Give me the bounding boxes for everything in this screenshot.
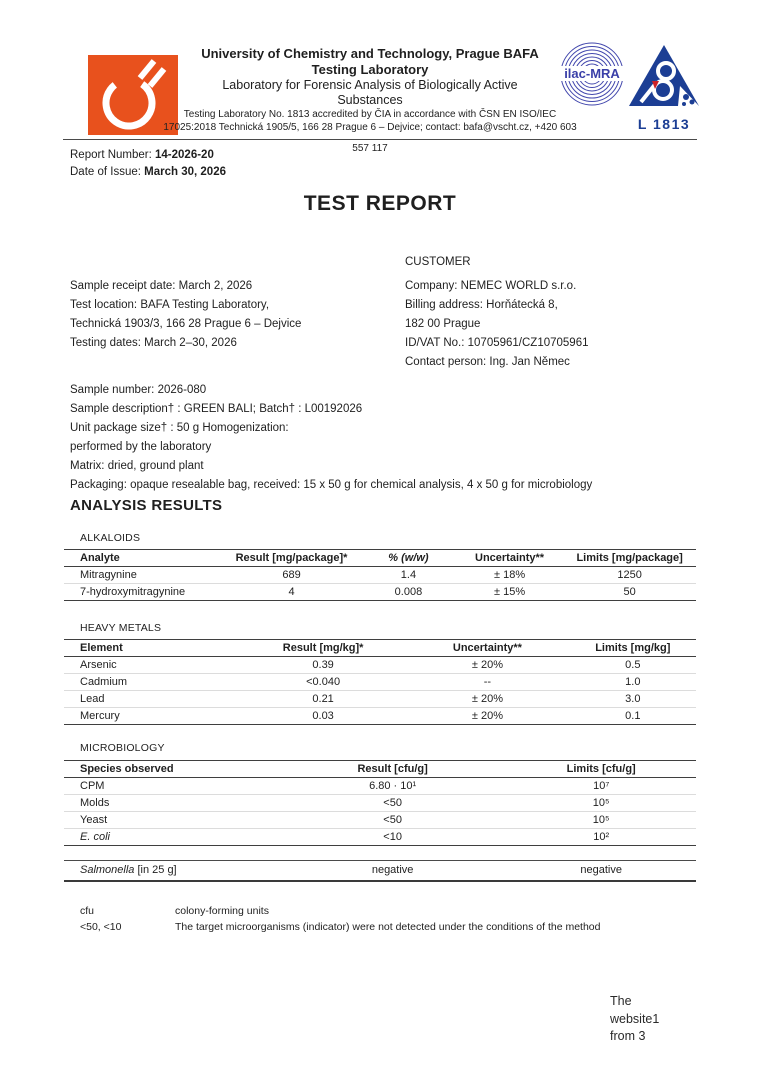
analyte-name: 7-hydroxymitragynine: [64, 584, 222, 601]
alkaloids-section-label: ALKALOIDS: [80, 532, 141, 544]
heavy-metals-table: [64, 639, 696, 725]
footnote-definition: colony-forming units: [175, 905, 269, 917]
result-value: <50: [279, 812, 507, 829]
salmonella-name: Salmonella: [80, 864, 135, 876]
analysis-results-heading: ANALYSIS RESULTS: [70, 497, 223, 514]
column-header: Uncertainty**: [405, 640, 569, 657]
table-header-row: [64, 550, 696, 567]
column-header: Result [mg/package]*: [222, 550, 361, 567]
table-row: [64, 861, 696, 882]
limit-value: 1250: [563, 567, 696, 584]
report-meta: [70, 147, 226, 181]
letterhead: [150, 46, 590, 134]
limit-value: 10⁵: [506, 812, 696, 829]
ilac-mra-label: ilac-MRA: [564, 66, 620, 81]
report-number-value: 14-2026-20: [155, 149, 214, 161]
sample-description: Sample description† : GREEN BALI; Batch† : L00192026: [70, 403, 363, 415]
customer-company: Company: NEMEC WORLD s.r.o.: [405, 280, 577, 292]
table-row: [64, 691, 696, 708]
department-line1: Laboratory for Forensic Analysis of Biologically Active: [222, 78, 518, 92]
limit-value: 1.0: [570, 674, 696, 691]
date-of-issue-line: [70, 164, 226, 181]
footnotes: [80, 903, 600, 935]
column-header: Limits [mg/kg]: [570, 640, 696, 657]
ilac-mra-icon: [559, 41, 625, 107]
accreditation-line1: Testing Laboratory No. 1813 accredited by ČIA in accordance with ČSN EN ISO/IEC: [183, 109, 557, 120]
header-divider: [63, 139, 697, 140]
page-footer-line: from 3: [610, 1029, 646, 1043]
column-header: Limits [mg/package]: [563, 550, 696, 567]
element-name: Arsenic: [64, 657, 241, 674]
limit-value: 3.0: [570, 691, 696, 708]
result-value: <10: [279, 829, 507, 846]
cia-accreditation-number: L 1813: [637, 116, 691, 132]
percent-value: 1.4: [361, 567, 456, 584]
result-value: 6.80 · 10¹: [279, 778, 507, 795]
cia-accreditation-logo: [628, 44, 700, 132]
limit-value: 10²: [506, 829, 696, 846]
table-row: [64, 674, 696, 691]
matrix: Matrix: dried, ground plant: [70, 460, 204, 472]
species-name: CPM: [64, 778, 279, 795]
footnote-term: cfu: [80, 905, 95, 917]
column-header: Species observed: [64, 761, 279, 778]
page-footer: [610, 993, 659, 1046]
limit-value: 50: [563, 584, 696, 601]
sample-description-block: [70, 381, 592, 495]
element-name: Mercury: [64, 708, 241, 725]
percent-value: 0.008: [361, 584, 456, 601]
sample-location-block: [70, 277, 301, 353]
limit-value: 0.5: [570, 657, 696, 674]
report-number-line: [70, 147, 226, 164]
microbiology-section-label: MICROBIOLOGY: [80, 742, 165, 754]
table-row: [64, 708, 696, 725]
species-name: Yeast: [64, 812, 279, 829]
table-header-row: [64, 640, 696, 657]
page-title: TEST REPORT: [303, 192, 457, 215]
uncertainty-value: ± 20%: [405, 691, 569, 708]
homogenization-note: performed by the laboratory: [70, 441, 212, 453]
column-header: Element: [64, 640, 241, 657]
sample-receipt-date: Sample receipt date: March 2, 2026: [70, 280, 253, 292]
column-header: Result [cfu/g]: [279, 761, 507, 778]
org-name-line1: University of Chemistry and Technology, Prague BAFA: [201, 46, 539, 61]
unit-package-size: Unit package size† : 50 g Homogenization:: [70, 422, 289, 434]
footnote-row: [80, 919, 600, 935]
uncertainty-value: ± 15%: [456, 584, 563, 601]
date-of-issue-label: Date of Issue:: [70, 166, 145, 178]
species-name: E. coli: [64, 829, 279, 846]
org-name-line2: Testing Laboratory: [311, 62, 429, 77]
packaging: Packaging: opaque resealable bag, received: 15 x 50 g for chemical analysis, 4 x 50 g for microbiology: [70, 479, 593, 491]
column-header: Uncertainty**: [456, 550, 563, 567]
table-row: [64, 584, 696, 601]
table-row: [64, 567, 696, 584]
uncertainty-value: --: [405, 674, 569, 691]
limit-value: 10⁷: [506, 778, 696, 795]
result-value: 0.21: [241, 691, 405, 708]
customer-vat: ID/VAT No.: 10705961/CZ10705961: [405, 337, 589, 349]
result-value: <0.040: [241, 674, 405, 691]
phone-continuation: 557 117: [352, 143, 388, 154]
page-footer-line: website1: [610, 1011, 660, 1026]
customer-heading: CUSTOMER: [405, 256, 471, 268]
table-row: [64, 812, 696, 829]
footnote-term: <50, <10: [80, 921, 122, 933]
sample-number: Sample number: 2026-080: [70, 384, 207, 396]
species-name: [64, 861, 279, 882]
footnote-definition: The target microorganisms (indicator) were not detected under the conditions of the method: [175, 921, 601, 933]
result-value: 0.03: [241, 708, 405, 725]
limit-value: negative: [506, 861, 696, 882]
testing-dates: Testing dates: March 2–30, 2026: [70, 337, 237, 349]
element-name: Cadmium: [64, 674, 241, 691]
limit-value: 10⁵: [506, 795, 696, 812]
uncertainty-value: ± 20%: [405, 657, 569, 674]
column-header: % (w/w): [361, 550, 456, 567]
column-header: Result [mg/kg]*: [241, 640, 405, 657]
table-row: [64, 795, 696, 812]
table-row: [64, 778, 696, 795]
result-value: 4: [222, 584, 361, 601]
result-value: <50: [279, 795, 507, 812]
customer-contact-person: Contact person: Ing. Jan Němec: [405, 356, 570, 368]
cia-triangle-icon: [628, 44, 700, 110]
limit-value: 0.1: [570, 708, 696, 725]
table-header-row: [64, 761, 696, 778]
customer-block: [405, 277, 588, 372]
ilac-mra-stamp: [559, 41, 625, 107]
report-number-label: Report Number:: [70, 149, 156, 161]
table-row: [64, 829, 696, 846]
page-footer-line: The: [610, 994, 632, 1008]
customer-billing-address: Billing address: Horňátecká 8,: [405, 299, 558, 311]
salmonella-table: [64, 860, 696, 882]
test-location-line1: Test location: BAFA Testing Laboratory,: [70, 299, 270, 311]
date-of-issue-value: March 30, 2026: [144, 166, 226, 178]
species-name: Molds: [64, 795, 279, 812]
uncertainty-value: ± 18%: [456, 567, 563, 584]
uncertainty-value: ± 20%: [405, 708, 569, 725]
column-header: Limits [cfu/g]: [506, 761, 696, 778]
element-name: Lead: [64, 691, 241, 708]
result-value: 689: [222, 567, 361, 584]
result-value: 0.39: [241, 657, 405, 674]
table-row: [64, 657, 696, 674]
test-location-line2: Technická 1903/3, 166 28 Prague 6 – Dejvice: [70, 318, 302, 330]
column-header: Analyte: [64, 550, 222, 567]
result-value: negative: [279, 861, 507, 882]
accreditation-line2: 17025:2018 Technická 1905/5, 166 28 Prague 6 – Dejvice; contact: bafa@vscht.cz, +420 603: [163, 122, 577, 133]
salmonella-suffix: [in 25 g]: [134, 864, 177, 876]
microbiology-table: [64, 760, 696, 846]
heavy-metals-section-label: HEAVY METALS: [80, 622, 162, 634]
footnote-row: [80, 903, 600, 919]
customer-city: 182 00 Prague: [405, 318, 481, 330]
alkaloids-table: [64, 549, 696, 601]
department-line2: Substances: [337, 93, 403, 107]
analyte-name: Mitragynine: [64, 567, 222, 584]
